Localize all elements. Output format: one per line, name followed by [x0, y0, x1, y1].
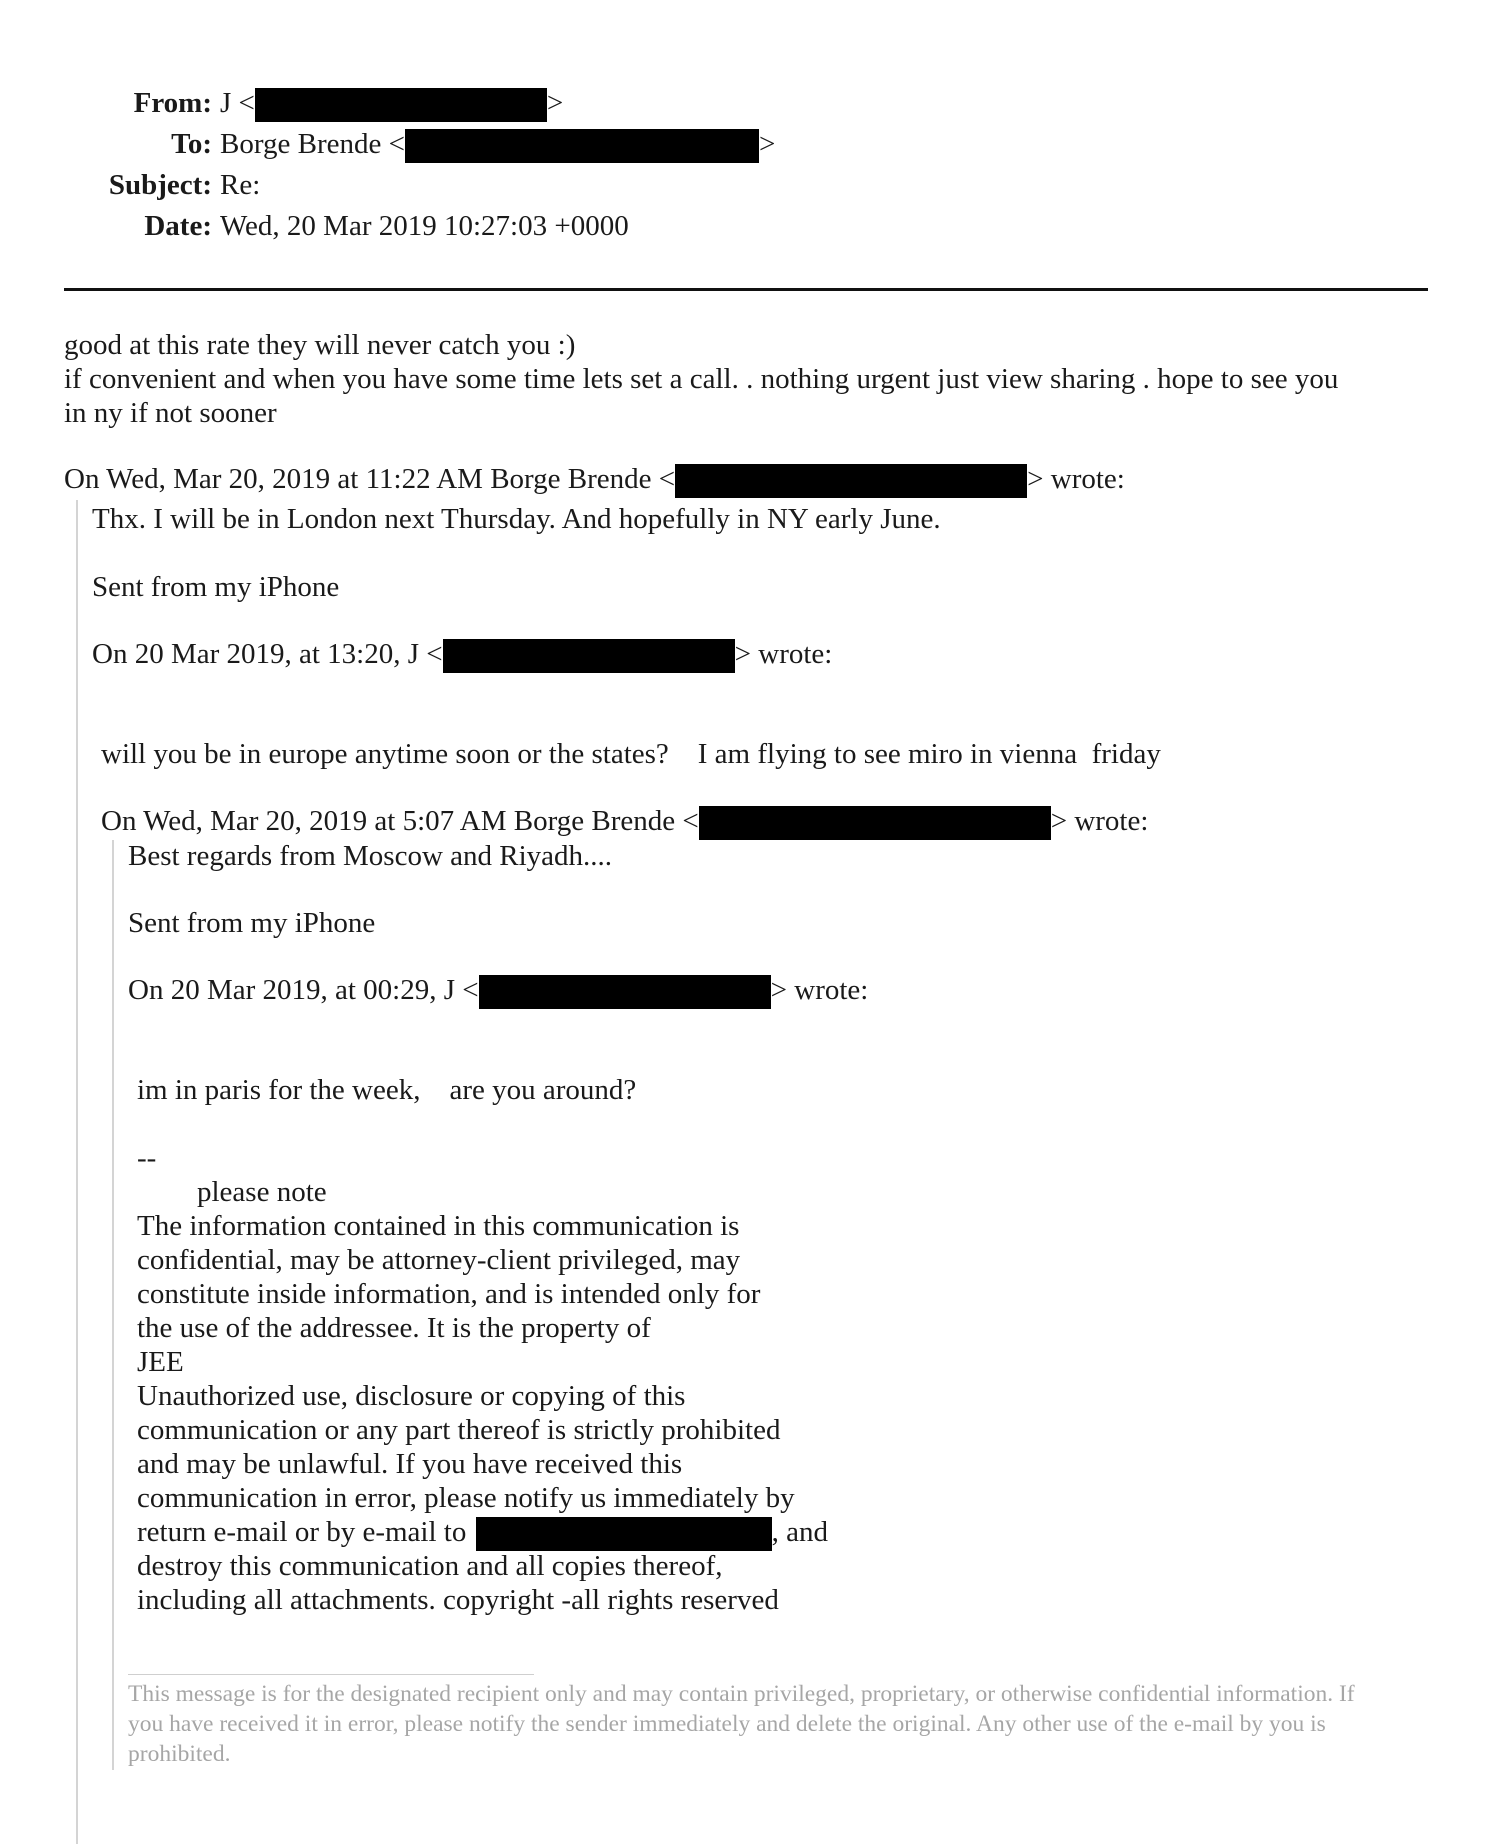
quote-message: im in paris for the week, are you around?: [137, 1074, 637, 1106]
disclaimer-line: destroy this communication and all copies thereof,: [137, 1550, 723, 1582]
redaction-bar: [443, 639, 735, 673]
quote-attribution: On Wed, Mar 20, 2019 at 5:07 AM Borge Brende < > wrote:: [101, 803, 1148, 840]
disclaimer-line: the use of the addressee. It is the property of: [137, 1312, 651, 1344]
disclaimer-line: including all attachments. copyright -all rights reserved: [137, 1584, 779, 1616]
to-label: To:: [171, 128, 212, 160]
redaction-bar: [479, 975, 771, 1009]
quote-attribution: On Wed, Mar 20, 2019 at 11:22 AM Borge Brende < > wrote:: [64, 461, 1125, 498]
redaction-bar: [699, 806, 1051, 840]
quote-attribution: On 20 Mar 2019, at 00:29, J < > wrote:: [128, 972, 868, 1009]
subject-row: [0, 167, 260, 203]
quote-signature: Sent from my iPhone: [92, 571, 340, 603]
reply-line: in ny if not sooner: [64, 397, 277, 429]
disclaimer-line: communication or any part thereof is strictly prohibited: [137, 1414, 781, 1446]
to-row: To: Borge Brende < >: [0, 126, 775, 163]
to-value: Borge Brende: [220, 128, 382, 160]
from-label: From:: [133, 87, 212, 119]
signature-dashes: --: [137, 1142, 157, 1174]
footer-line: This message is for the designated recipient only and may contain privileged, proprietary, or otherwise confidential information. If: [128, 1681, 1355, 1707]
subject-label: Subject:: [108, 169, 212, 201]
date-label: Date:: [144, 210, 212, 242]
quote-signature: Sent from my iPhone: [128, 907, 376, 939]
signature-note: please note: [197, 1176, 327, 1208]
header-divider: [64, 288, 1428, 291]
from-row: From: J < >: [0, 85, 563, 122]
redaction-bar: [675, 464, 1027, 498]
quote-body: Thx. I will be in London next Thursday. And hopefully in NY early June.: [92, 503, 941, 535]
disclaimer-line: constitute inside information, and is intended only for: [137, 1278, 761, 1310]
disclaimer-line: JEE: [137, 1346, 184, 1378]
footer-rule: [128, 1674, 534, 1675]
quote-message: will you be in europe anytime soon or the states? I am flying to see miro in vienna friday: [101, 738, 1161, 770]
date-value: Wed, 20 Mar 2019 10:27:03 +0000: [220, 210, 629, 242]
reply-line: if convenient and when you have some time lets set a call. . nothing urgent just view sharing . hope to see you: [64, 363, 1339, 395]
quote-bar: [112, 840, 114, 1770]
quote-attribution: On 20 Mar 2019, at 13:20, J < > wrote:: [92, 636, 832, 673]
subject-value: Re:: [220, 169, 261, 201]
from-value: J: [220, 87, 232, 119]
disclaimer-line: confidential, may be attorney-client privileged, may: [137, 1244, 741, 1276]
footer-line: prohibited.: [128, 1741, 231, 1767]
redaction-bar: [476, 1517, 772, 1551]
redaction-bar: [405, 129, 759, 163]
redaction-bar: [255, 88, 547, 122]
disclaimer-line: return e-mail or by e-mail to , and: [137, 1514, 828, 1551]
disclaimer-line: communication in error, please notify us immediately by: [137, 1482, 795, 1514]
footer-line: you have received it in error, please notify the sender immediately and delete the original. Any other use of the e-mail by you is: [128, 1711, 1326, 1737]
reply-line: good at this rate they will never catch you :): [64, 329, 576, 361]
disclaimer-line: and may be unlawful. If you have received this: [137, 1448, 683, 1480]
quote-body: Best regards from Moscow and Riyadh....: [128, 840, 613, 872]
quote-bar: [76, 500, 78, 1844]
date-row: [0, 208, 629, 244]
disclaimer-line: Unauthorized use, disclosure or copying of this: [137, 1380, 686, 1412]
disclaimer-line: The information contained in this communication is: [137, 1210, 740, 1242]
